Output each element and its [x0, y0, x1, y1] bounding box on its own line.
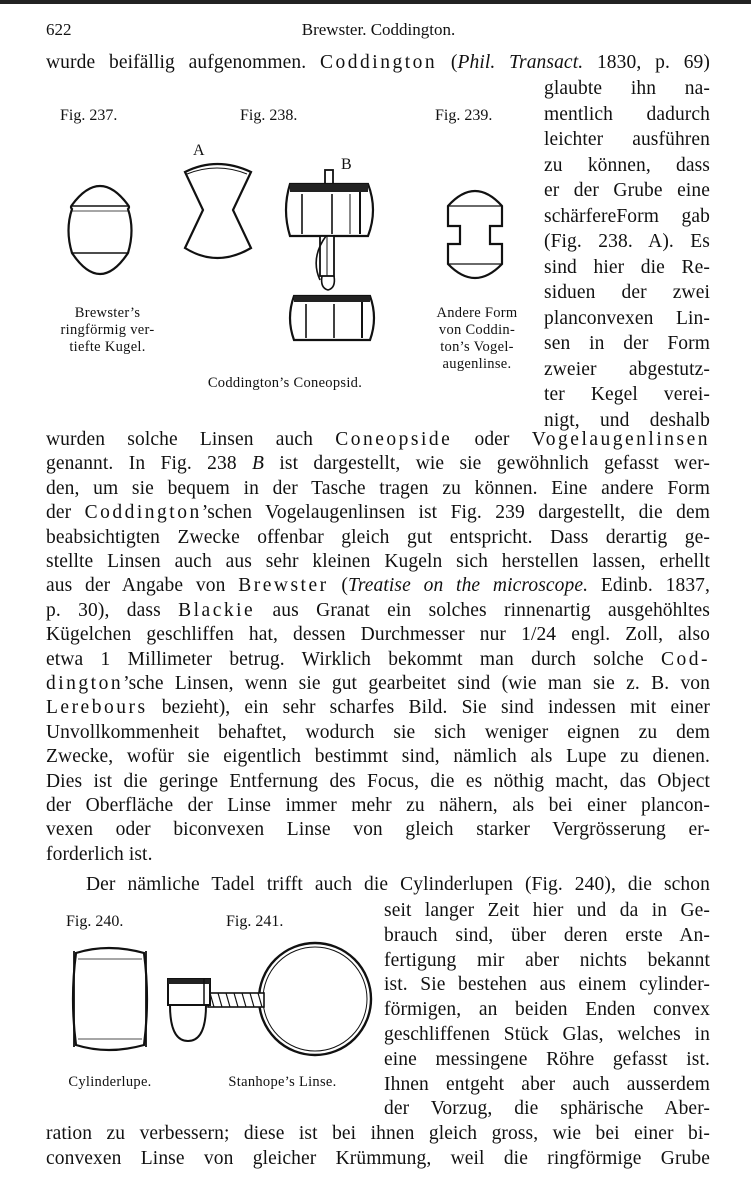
text-run: Dies ist die geringe Entfernung des Focus, die es nöthig macht, das Object — [46, 770, 710, 792]
text-run: aus Granat ein solches rinnenartig ausgehöhltes — [255, 599, 710, 621]
text-run: der Oberfläche der Linse immer mehr zu nähern, als bei einer plancon- — [46, 795, 710, 816]
text-run: ’schen Vogelaugenlinsen ist Fig. 239 dargestellt, die dem — [201, 502, 710, 524]
fig-241-caption: Stanhope’s Linse. — [228, 1074, 337, 1090]
text-line: nigt, und deshalb — [544, 409, 710, 431]
text-run: der — [46, 502, 85, 524]
text-run: ’sche Linsen, wenn sie gut gearbeitet sind (wie man sie z. B. von — [123, 673, 710, 694]
fig-237-caption — [40, 305, 175, 356]
text-run: Unvollkommenheit behaftet, wodurch sie sich weniger eignen zu dem — [46, 721, 710, 743]
text-line — [46, 744, 710, 770]
text-line: der Vorzug, die sphärische Aber- — [384, 1098, 710, 1120]
text-run: Edinb. 1837, — [588, 575, 710, 597]
text-line — [46, 525, 710, 551]
person-name: Coddington — [320, 52, 438, 73]
text-run: dington — [46, 673, 124, 694]
caption-line: Andere Form — [436, 305, 518, 321]
text-line — [46, 50, 710, 76]
text-run: Kügelchen geschliffen hat, dessen Durchmesser nur — [46, 624, 522, 646]
text-line — [46, 549, 710, 575]
text-run: ( — [437, 52, 458, 73]
text-line — [46, 793, 710, 819]
text-run: beabsichtigten Zwecke offenbar gleich gut entspricht. Dass derartig ge- — [46, 526, 710, 548]
text-line: leichter ausführen — [544, 129, 710, 150]
text-run: Coneopside — [335, 429, 453, 450]
fig-238-label: Fig. 238. — [240, 107, 298, 124]
text-line: convexen Linse von gleicher Krümmung, weil die ringförmige Grube — [46, 1148, 710, 1169]
caption-line: ton’s Vogel- — [440, 339, 514, 355]
text-line: sind hier die Re- — [544, 256, 710, 278]
text-line — [46, 476, 710, 502]
scan-edge — [0, 0, 751, 4]
text-run: etwa 1 Millimeter betrug. Wirklich bekommt man durch solche — [46, 648, 661, 670]
text-line — [46, 622, 710, 648]
text-line: forderlich ist. — [46, 844, 153, 865]
text-line: ist. Sie bestehen aus einem cylinder- — [384, 974, 710, 996]
text-run: 1/24 — [521, 624, 557, 646]
text-run: Brewster — [238, 575, 329, 597]
page-number: 622 — [46, 20, 72, 39]
fig-238a-drawing — [175, 160, 265, 270]
text-run: p. 30), dass — [46, 599, 179, 621]
fig-238-letter-a: A — [193, 142, 205, 159]
text-line: schärfereForm gab — [544, 205, 710, 227]
text-run: wurde beifällig aufgenommen. — [46, 52, 321, 73]
journal-title: Phil. Transact. — [457, 52, 584, 73]
text-run: wurden solche Linsen auch — [46, 429, 336, 450]
text-line: seit langer Zeit hier und da in Ge- — [384, 900, 710, 921]
paragraph-first-line: Der nämliche Tadel trifft auch die Cylinderlupen (Fig. 240), die schon — [86, 874, 710, 895]
text-run: stellte Linsen auch aus sehr kleinen Kugeln sich herstellen lassen, erhellt — [46, 551, 710, 572]
text-line: geschliffenen Stück Glas, welches in — [384, 1024, 710, 1045]
caption-line: ringförmig ver- — [60, 322, 155, 338]
fig-237-drawing — [60, 175, 150, 285]
text-line: er der Grube eine — [544, 180, 710, 201]
text-line: mentlich dadurch — [544, 103, 710, 125]
fig-238b-drawing — [280, 168, 390, 368]
fig-241-drawing — [160, 935, 380, 1065]
text-run: genannt. In Fig. 238 — [46, 453, 253, 475]
text-run: Coddington — [84, 502, 202, 524]
fig-240-label: Fig. 240. — [66, 913, 124, 930]
text-run: B — [252, 453, 265, 475]
text-line: zu können, dass — [544, 154, 710, 176]
fig-238-caption: Coddington’s Coneopsid. — [207, 375, 363, 391]
text-line: brauch sind, über deren erste An- — [384, 924, 710, 946]
text-run: Lerebours — [46, 697, 148, 719]
text-run: Zwecke, wofür sie eigentlich bestimmt sind, nämlich als Lupe zu dienen. — [46, 746, 710, 768]
text-line: (Fig. 238. A). Es — [544, 231, 710, 252]
text-run: Vogelaugenlinsen — [531, 429, 710, 450]
text-run: Blackie — [178, 599, 256, 621]
text-line: eine messingene Röhre gefasst ist. — [384, 1048, 710, 1070]
text-line: ter Kegel verei- — [544, 384, 710, 405]
text-run: Treatise on the microscope. — [347, 575, 589, 597]
running-title: Brewster. Coddington. — [301, 20, 456, 39]
text-line: glaubte ihn na- — [544, 78, 710, 99]
text-line — [46, 598, 710, 624]
text-run: engl. Zoll, also — [556, 624, 710, 646]
text-line — [46, 500, 710, 526]
text-run: vexen oder biconvexen Linse von gleich starker Vergrösserung er- — [46, 819, 710, 841]
fig-239-drawing — [440, 180, 520, 290]
text-line — [46, 695, 710, 721]
text-line — [46, 573, 710, 599]
text-line: fertigung mir aber nichts bekannt — [384, 949, 710, 971]
text-run: oder — [452, 429, 532, 450]
text-run: den, um sie bequem in der Tasche tragen zu können. Eine andere Form — [46, 477, 710, 499]
text-line — [46, 427, 710, 453]
text-line: sen in der Form — [544, 333, 710, 354]
text-line: Ihnen entgeht aber auch ausserdem — [384, 1073, 710, 1095]
fig-240-drawing — [68, 945, 158, 1055]
text-run: ( — [328, 575, 348, 597]
fig-239-label: Fig. 239. — [435, 107, 493, 124]
fig-240-caption: Cylinderlupe. — [68, 1074, 152, 1090]
fig-239-caption — [412, 305, 542, 373]
text-line — [46, 720, 710, 746]
text-line — [46, 671, 710, 697]
text-line: siduen der zwei — [544, 282, 710, 303]
text-line — [46, 451, 710, 477]
caption-line: augenlinse. — [442, 356, 512, 372]
text-run: aus der Angabe von — [46, 575, 239, 597]
caption-line: Brewster’s — [74, 305, 141, 321]
fig-241-label: Fig. 241. — [226, 913, 284, 930]
text-run: Cod- — [661, 648, 710, 670]
caption-line: von Coddin- — [438, 322, 516, 338]
text-line: zweier abgestutz- — [544, 358, 710, 380]
fig-237-label: Fig. 237. — [60, 107, 118, 124]
text-run: 1830, p. 69) — [583, 52, 710, 73]
text-line: planconvexen Lin- — [544, 307, 710, 329]
text-line — [46, 647, 710, 673]
text-run: bezieht), ein sehr scharfes Bild. Sie sind indessen mit einer — [147, 697, 710, 719]
text-line: ration zu verbessern; diese ist bei ihnen gleich gross, wie bei einer bi- — [46, 1123, 710, 1144]
text-line: förmigen, an beiden Enden convex — [384, 999, 710, 1021]
fig-238-letter-b: B — [341, 156, 352, 173]
text-line — [46, 769, 710, 795]
caption-line: tiefte Kugel. — [69, 339, 146, 355]
page-header — [46, 20, 711, 44]
text-run: ist dargestellt, wie sie gewöhnlich gefasst wer- — [264, 453, 710, 475]
text-line — [46, 817, 710, 843]
